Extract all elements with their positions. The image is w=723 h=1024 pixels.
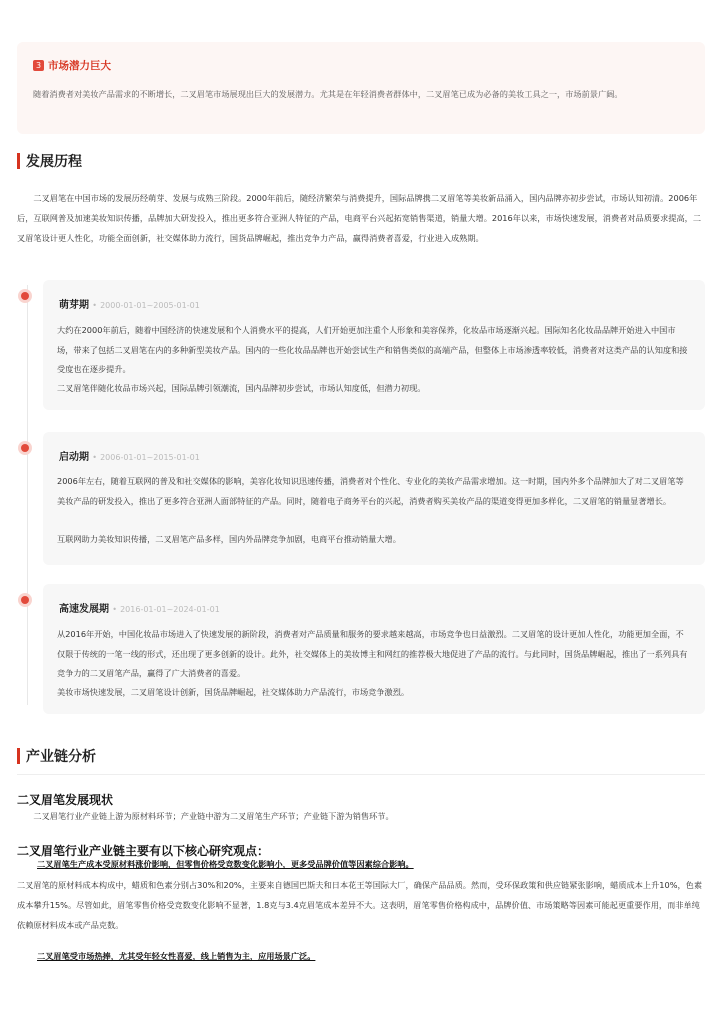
core-point-1-text: 二叉眉笔的原材料成本构成中，蜡质和色素分别占30%和20%，主要来自德国巴斯夫和日本花王等国际大厂，确保产品品质。然而，受环保政策和供应链紧张影响，蜡质成本上升10%，色素成本攀升15%。尽管如此，眉笔零售价格受竞数变化影响不显著，1.8克与3.4克眉笔成本差异不大。这表明，眉笔零售价格构成中，品牌价值、市场策略等因素可能起更重要作用，而非单纯依赖原材料成本或产品克数。 bbox=[17, 880, 703, 930]
timeline-dot bbox=[21, 596, 29, 604]
stage-summary: 互联网助力美妆知识传播，二叉眉笔产品多样，国内外品牌竞争加剧，电商平台推动销量大增。 bbox=[57, 534, 401, 544]
timeline-line bbox=[27, 285, 28, 705]
stage-summary: 美妆市场快速发展，二叉眉笔设计创新，国货品牌崛起，社交媒体助力产品流行，市场竞争激烈。 bbox=[57, 687, 410, 697]
stage-description: 从2016年开始，中国化妆品市场进入了快速发展的新阶段，消费者对产品质量和服务的要求越来越高，市场竞争也日益激烈。二叉眉笔的设计更加人性化，功能更加全面，不仅限于传统的一笔一线的形式，还出现了更多创新的设计。此外，社交媒体上的美妆博主和网红的推荐极大地促进了产品的流行。与此同时，国货品牌崛起，推出了一系列具有竞争力的二叉眉笔产品，赢得了广大消费者的喜爱。 bbox=[57, 629, 688, 678]
timeline-card-sprout bbox=[43, 280, 705, 410]
timeline-dot bbox=[21, 444, 29, 452]
stage-name: 萌芽期 bbox=[59, 300, 89, 311]
stage-description: 2006年左右，随着互联网的普及和社交媒体的影响，美容化妆知识迅速传播，消费者对个性化、专业化的美妆产品需求增加。这一时期，国内外多个品牌加大了对二叉眉笔等美妆产品的研发投入，推出了更多符合亚洲人面部特征的产品。同时，随着电子商务平台的兴起，消费者购买美妆产品的渠道变得更加多样化，二叉眉笔的销量显著增长。 bbox=[57, 476, 684, 506]
timeline-dot bbox=[21, 292, 29, 300]
stage-heading bbox=[59, 296, 200, 311]
market-potential-title: 市场潜力巨大 bbox=[48, 60, 111, 72]
timeline-card-startup bbox=[43, 432, 705, 565]
title-accent-bar bbox=[17, 748, 20, 764]
stage-heading bbox=[59, 600, 220, 615]
stage-separator: • bbox=[112, 605, 117, 614]
number-badge: 3 bbox=[33, 60, 44, 71]
stage-date: 2006-01-01~2015-01-01 bbox=[100, 453, 200, 462]
status-heading: 二叉眉笔发展现状 bbox=[17, 793, 114, 807]
stage-summary: 二叉眉笔伴随化妆品市场兴起，国际品牌引领潮流，国内品牌初步尝试，市场认知度低，但潜力初现。 bbox=[57, 383, 426, 393]
core-point-2: 二叉眉笔受市场热捧，尤其受年轻女性喜爱，线上销售为主，应用场景广泛。 bbox=[37, 951, 316, 961]
chain-title-text: 产业链分析 bbox=[26, 749, 96, 765]
stage-date: 2016-01-01~2024-01-01 bbox=[120, 605, 220, 614]
core-point-1: 二叉眉笔生产成本受原材料涨价影响，但零售价格受竞数变化影响小，更多受品牌价值等因素综合影响。 bbox=[37, 859, 414, 869]
history-title-text: 发展历程 bbox=[26, 154, 82, 170]
stage-date: 2000-01-01~2005-01-01 bbox=[100, 301, 200, 310]
title-accent-bar bbox=[17, 153, 20, 169]
history-intro: 二叉眉笔在中国市场的发展历经萌芽、发展与成熟三阶段。2000年前后，随经济繁荣与消费提升，国际品牌携二叉眉笔等美妆新品涌入，国内品牌亦初步尝试，市场认知初清。2006年后，互联网普及加速美妆知识传播，品牌加大研发投入，推出更多符合亚洲人特征的产品，电商平台兴起拓宽销售渠道，销量大增。2016年以来，市场快速发展，消费者对品质要求提高，二叉眉笔设计更人性化，功能全面创新，社交媒体助力流行，国货品牌崛起，推出竞争力产品，赢得消费者喜爱，行业进入成熟期。 bbox=[17, 193, 702, 243]
stage-description: 大约在2000年前后，随着中国经济的快速发展和个人消费水平的提高，人们开始更加注重个人形象和美容保养，化妆品市场逐渐兴起。国际知名化妆品品牌开始进入中国市场，带来了包括二叉眉笔在内的多种新型美妆产品。国内的一些化妆品品牌也开始尝试生产和销售类似的高端产品，但整体上市场渗透率较低，消费者对这类产品的认知度和接受度也在逐步提升。 bbox=[57, 325, 688, 374]
core-points-heading: 二叉眉笔行业产业链主要有以下核心研究观点： bbox=[17, 844, 270, 858]
stage-name: 启动期 bbox=[59, 452, 89, 463]
market-potential-card bbox=[17, 42, 705, 134]
status-text: 二叉眉笔行业产业链上游为原材料环节；产业链中游为二叉眉笔生产环节；产业链下游为销售环节。 bbox=[33, 811, 394, 821]
stage-name: 高速发展期 bbox=[59, 604, 109, 615]
history-section-title bbox=[17, 151, 82, 171]
stage-separator: • bbox=[92, 301, 97, 310]
stage-heading bbox=[59, 448, 200, 463]
market-potential-header bbox=[33, 58, 111, 73]
divider bbox=[17, 774, 705, 775]
chain-section-title bbox=[17, 746, 96, 766]
stage-separator: • bbox=[92, 453, 97, 462]
timeline-card-rapid-growth bbox=[43, 584, 705, 714]
market-potential-text: 随着消费者对美妆产品需求的不断增长，二叉眉笔市场展现出巨大的发展潜力。尤其是在年轻消费者群体中，二叉眉笔已成为必备的美妆工具之一，市场前景广阔。 bbox=[33, 89, 623, 99]
